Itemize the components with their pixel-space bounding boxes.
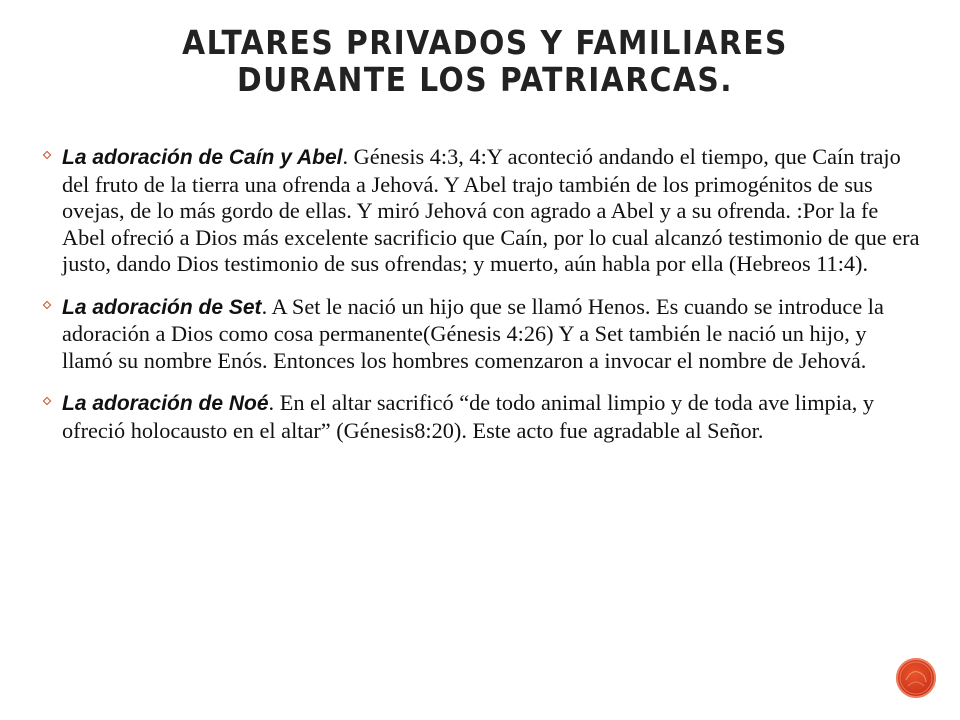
red-circle-emblem-icon xyxy=(896,658,936,698)
bullet-list xyxy=(42,144,922,460)
bullet-heading: La adoración de Caín y Abel xyxy=(62,146,343,169)
emblem-pattern xyxy=(896,658,936,698)
bullet-item xyxy=(42,390,922,444)
bullet-item xyxy=(42,294,922,375)
bullet-heading: La adoración de Noé xyxy=(62,392,269,415)
slide-title: ALTARES PRIVADOS Y FAMILIARES DURANTE LOS PATRIARCAS. xyxy=(182,23,788,99)
diamond-bullet-icon xyxy=(42,396,52,406)
bullet-text: . A Set le nació un hijo que se llamó Henos. Es cuando se introduce la adoración a Dios como cosa permanente(Génesis 4:26) Y a Set también le nació un hijo, y llamó su nombre Enós. Entonces los hombres comenzaron a invocar el nombre de Jehová. xyxy=(62,293,884,373)
diamond-bullet-icon xyxy=(42,300,52,310)
diamond-bullet-icon xyxy=(42,150,52,160)
bullet-text: . En el altar sacrificó “de todo animal limpio y de toda ave limpia, y ofreció holocausto en el altar” (Génesis8:20). Este acto fue agradable al Señor. xyxy=(62,390,875,443)
bullet-heading: La adoración de Set xyxy=(62,295,262,319)
bullet-item xyxy=(42,144,922,278)
bullet-text: . Génesis 4:3, 4:Y aconteció andando el tiempo, que Caín trajo del fruto de la tierra una ofrenda a Jehová. Y Abel trajo también de los primogénitos de sus ovejas, de lo más gordo de ellas. Y miró Jehová con agrado a Abel y a su ofrenda. :Por la fe Abel ofreció a Dios más excelente sacrificio que Caín, por lo cual alcanzó testimonio de que era justo, dando Dios testimonio de sus ofrendas; y muerto, aún habla por ella (Hebreos 11:4). xyxy=(62,144,920,276)
